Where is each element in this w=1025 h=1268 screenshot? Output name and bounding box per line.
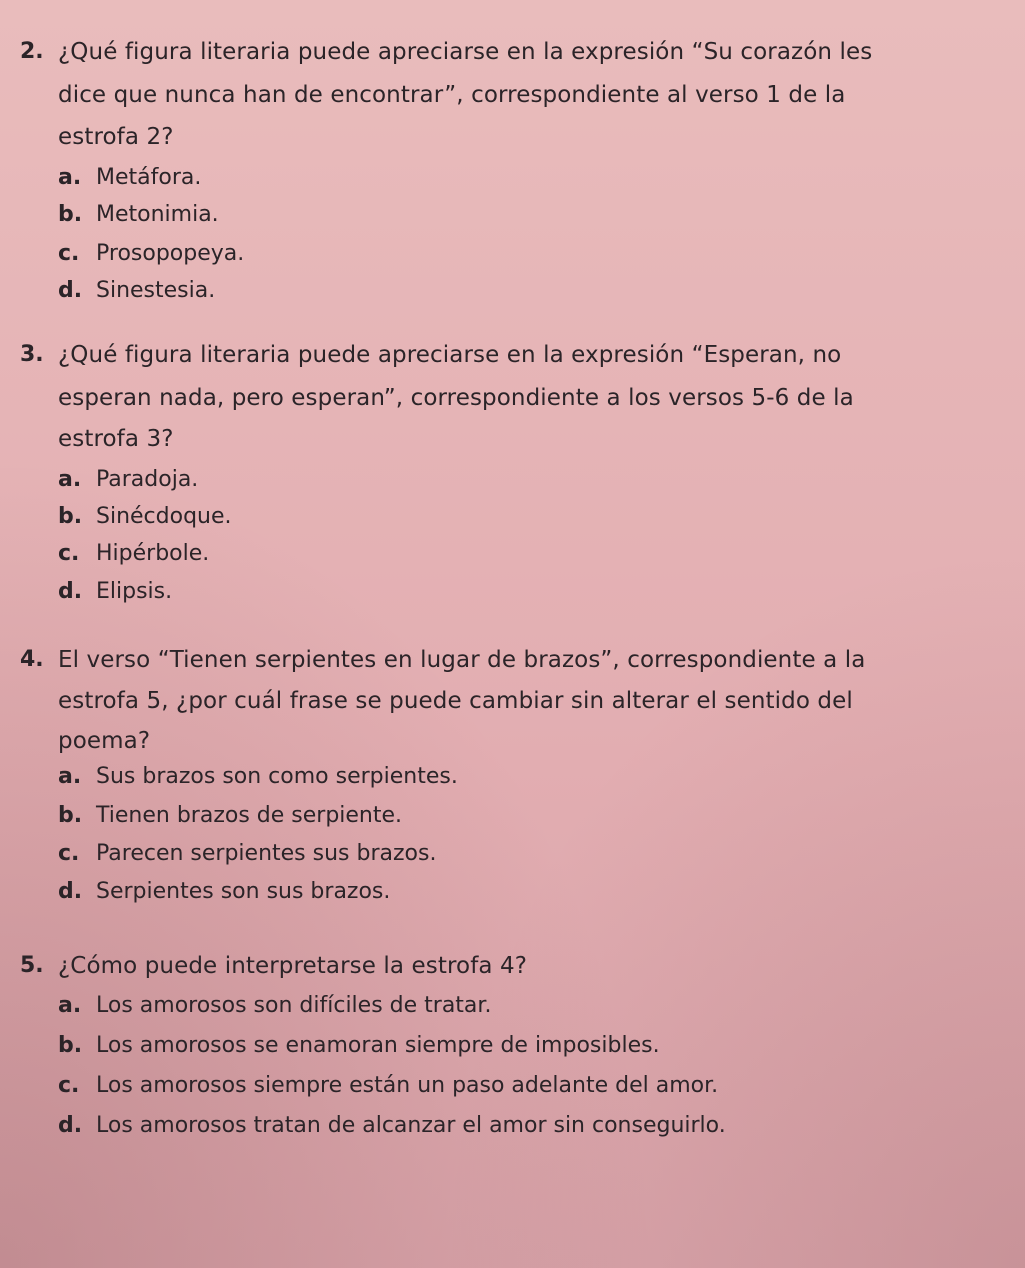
option-d[interactable] xyxy=(58,1111,726,1141)
question-text-line: El verso “Tienen serpientes en lugar de brazos”, correspondiente a la xyxy=(58,647,866,673)
option-text: Los amorosos siempre están un paso adelante del amor. xyxy=(96,1073,719,1098)
question-text-line: ¿Qué figura literaria puede apreciarse en la expresión “Esperan, no xyxy=(58,342,842,368)
option-d[interactable] xyxy=(58,877,390,907)
option-letter: b. xyxy=(58,504,83,529)
option-text: Los amorosos se enamoran siempre de imposibles. xyxy=(96,1033,660,1058)
option-text: Parecen serpientes sus brazos. xyxy=(96,841,437,866)
option-letter: a. xyxy=(58,764,82,789)
question-text-line: esperan nada, pero esperan”, correspondiente a los versos 5-6 de la xyxy=(58,385,854,411)
question-text-line: ¿Qué figura literaria puede apreciarse en la expresión “Su corazón les xyxy=(58,39,873,65)
option-text: Los amorosos son difíciles de tratar. xyxy=(96,993,492,1018)
question-number: 4. xyxy=(20,647,44,672)
question-text-line: poema? xyxy=(58,728,151,754)
option-text: Tienen brazos de serpiente. xyxy=(96,803,403,828)
option-c[interactable] xyxy=(58,1071,718,1101)
option-text: Sinécdoque. xyxy=(96,504,232,529)
option-text: Elipsis. xyxy=(96,579,173,604)
option-b[interactable] xyxy=(58,1031,660,1061)
option-b[interactable] xyxy=(58,502,232,532)
option-letter: c. xyxy=(58,841,80,866)
option-text: Prosopopeya. xyxy=(96,241,245,266)
option-letter: c. xyxy=(58,1073,80,1098)
option-letter: b. xyxy=(58,803,83,828)
option-c[interactable] xyxy=(58,539,209,569)
option-letter: d. xyxy=(58,879,83,904)
option-text: Paradoja. xyxy=(96,467,199,492)
option-text: Hipérbole. xyxy=(96,541,210,566)
option-text: Sus brazos son como serpientes. xyxy=(96,764,458,789)
option-letter: a. xyxy=(58,993,82,1018)
option-text: Serpientes son sus brazos. xyxy=(96,879,391,904)
option-a[interactable] xyxy=(58,991,491,1021)
option-letter: b. xyxy=(58,202,83,227)
option-letter: b. xyxy=(58,1033,83,1058)
option-text: Metáfora. xyxy=(96,165,202,190)
question-text-line: dice que nunca han de encontrar”, correspondiente al verso 1 de la xyxy=(58,82,846,108)
option-b[interactable] xyxy=(58,801,402,831)
option-letter: a. xyxy=(58,165,82,190)
option-letter: c. xyxy=(58,241,80,266)
option-a[interactable] xyxy=(58,163,201,193)
question-number: 2. xyxy=(20,39,44,64)
question-text-line: estrofa 5, ¿por cuál frase se puede cambiar sin alterar el sentido del xyxy=(58,688,853,714)
option-text: Metonimia. xyxy=(96,202,219,227)
option-d[interactable] xyxy=(58,577,172,607)
option-text: Los amorosos tratan de alcanzar el amor sin conseguirlo. xyxy=(96,1113,726,1138)
option-letter: d. xyxy=(58,579,83,604)
question-number: 5. xyxy=(20,953,44,978)
question-text-line: estrofa 2? xyxy=(58,124,174,150)
question-text-line: ¿Cómo puede interpretarse la estrofa 4? xyxy=(58,953,528,979)
question-text-line: estrofa 3? xyxy=(58,426,174,452)
option-letter: d. xyxy=(58,278,83,303)
option-c[interactable] xyxy=(58,239,244,269)
option-a[interactable] xyxy=(58,762,458,792)
option-a[interactable] xyxy=(58,465,198,495)
option-b[interactable] xyxy=(58,200,219,230)
option-letter: a. xyxy=(58,467,82,492)
option-c[interactable] xyxy=(58,839,436,869)
option-text: Sinestesia. xyxy=(96,278,216,303)
option-d[interactable] xyxy=(58,276,215,306)
option-letter: d. xyxy=(58,1113,83,1138)
question-number: 3. xyxy=(20,342,44,367)
option-letter: c. xyxy=(58,541,80,566)
